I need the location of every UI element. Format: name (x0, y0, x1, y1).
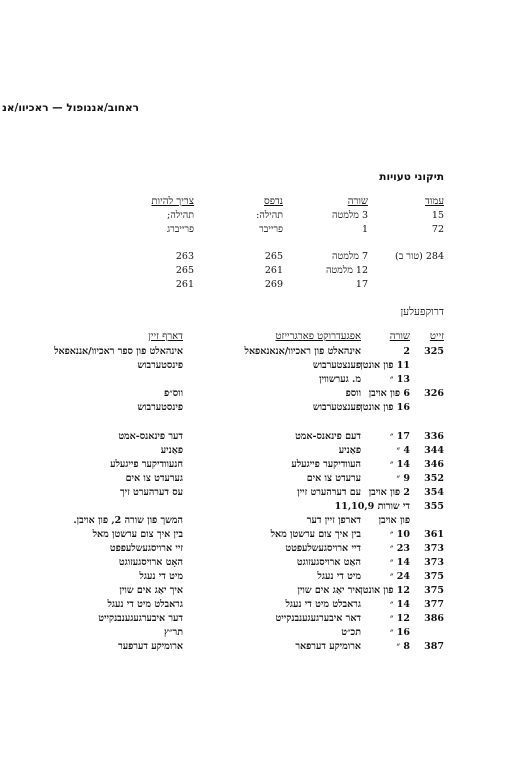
s2-page: 386 (424, 613, 444, 624)
section1-title: תיקוני טעויות (379, 171, 444, 183)
s2-printed: פענצטערבוש (312, 402, 361, 413)
s2-printed: עם דערהערט זיין (297, 487, 361, 498)
s2-correct: חנעוודיקער פייגעלע (110, 459, 183, 470)
s2-printed: ערעדט צו אים (306, 473, 361, 484)
s2-page: 326 (424, 388, 444, 399)
s2-line: 9 ״ (396, 473, 410, 484)
s2-line: 2 פון אויבן (368, 487, 410, 498)
s1-correct: פרייברג (166, 224, 194, 235)
s1-header-correct: צריך להיות (151, 196, 194, 207)
s2-page: 387 (424, 641, 444, 652)
s2-printed: דאר איבערגעגענבנקייט (275, 613, 361, 624)
section2-title: דרוקפעלען (400, 306, 444, 318)
s2-page: 354 (424, 487, 444, 498)
s2-printed: דיי ארויסגעשלעפטט (285, 543, 361, 554)
s2-page: 373 (424, 543, 444, 554)
s2-correct: ווס״פ (163, 388, 183, 399)
s2-header-printed: אפגעדרוקט פארגרייזט (275, 331, 361, 342)
s2-header-page: זייט (429, 331, 444, 342)
s2-line: 14 ״ (389, 599, 410, 610)
s1-line: 7 מלמטה (332, 251, 368, 262)
s1-printed: 269 (264, 279, 283, 290)
s2-line: 6 פון אויבן (368, 388, 410, 399)
s2-printed: גראבלט מיט די נעגל (285, 599, 361, 610)
s2-line: 12 ״ (389, 613, 410, 624)
s2-line: 12 פון אונטן (360, 585, 410, 596)
running-head: ראחוב/אננופול — ראכיוו/אנ (2, 102, 139, 114)
s2-line: 14 ״ (389, 557, 410, 568)
s2-line: 24 ״ (389, 571, 410, 582)
s2-page: 375 (424, 571, 444, 582)
s2-printed: אינהאלט פון ראכיוו/אנאנאפאל (244, 346, 361, 357)
s1-page: 284 (טור ב) (394, 251, 444, 262)
s2-correct: אינהאלט פון ספר ראכיוו/אננאפאל (54, 346, 183, 357)
s2-header-correct: דארף זיין (148, 331, 183, 342)
s2-printed: דעם פינאנס-אמט (295, 431, 361, 442)
s2-line: 23 ״ (389, 543, 410, 554)
s2-printed: איר יאַג אים שוין (297, 585, 361, 596)
s1-printed: תהילה: (256, 210, 283, 221)
s2-page: 325 (424, 346, 444, 357)
s2-page: 373 (424, 557, 444, 568)
s2-correct: איך יאַג אים שוין (119, 585, 183, 596)
s1-page: 72 (431, 224, 444, 235)
s2-line: 11 פון אונטן (360, 360, 410, 371)
s2-correct: דער איבערגעגענבנקייט (98, 613, 183, 624)
s2-page: 352 (424, 473, 444, 484)
s2-printed: פענצטערבוש (312, 360, 361, 371)
s2-line: 13 ״ (389, 374, 410, 385)
s1-header-printed: נדפס (264, 196, 283, 207)
s2-header-line: שורה (389, 331, 410, 342)
s2-printed: תכ״ט (341, 627, 361, 638)
s1-line: 1 (361, 224, 368, 235)
s2-line: 4 ״ (396, 445, 410, 456)
s1-correct: תהילה; (167, 210, 194, 221)
s2-correct: גערעדט צו אים (125, 473, 183, 484)
s1-header-page: עמוד (425, 196, 444, 207)
s2-line: 8 ״ (396, 641, 410, 652)
s2-line: 17 ״ (389, 431, 410, 442)
s2-correct: תר״ץ (163, 627, 183, 638)
s2-printed: ארומיקע דערפאר (295, 641, 361, 652)
s1-correct: 265 (175, 265, 194, 276)
s2-correct: פאַניע (160, 445, 183, 456)
s2-line: פון אויבן (378, 515, 410, 526)
s2-correct: גראבלט מיט די נעגל (107, 599, 183, 610)
s1-correct: 263 (175, 251, 194, 262)
s2-page: 361 (424, 529, 444, 540)
s2-correct: עס דערהערט זיך (119, 487, 183, 498)
s2-correct: המשך פון שורה 2, פון אויבן. (73, 515, 183, 526)
s2-line: 16 ״ (389, 627, 410, 638)
s1-header-line: שורה (347, 196, 368, 207)
s2-line: 16 פון אונטן (360, 402, 410, 413)
s2-printed: דארפן זיין דער (306, 515, 361, 526)
s2-page: 346 (424, 459, 444, 470)
s1-printed: פרייבר (259, 224, 283, 235)
s1-printed: 261 (264, 265, 283, 276)
s2-correct: בין איך צום ערשטן מאל (92, 529, 183, 540)
s2-page: 375 (424, 585, 444, 596)
s2-line: די שורות 11,10,9 (334, 501, 410, 512)
s2-correct: דער פינאנס-אמט (118, 431, 183, 442)
s2-printed: מ. גערשווין (319, 374, 361, 385)
s2-printed: פאַניע (338, 445, 361, 456)
s2-correct: פינסטערבוש (137, 402, 183, 413)
s2-printed: האַט ארויסגעזוגט (296, 557, 361, 568)
s2-correct: פינסטערבוש (137, 360, 183, 371)
s1-page: 15 (431, 210, 444, 221)
s2-printed: מיט די נעגל (317, 571, 361, 582)
s2-printed: בין איך צום ערשטן מאל (270, 529, 361, 540)
s2-line: 2 (403, 346, 410, 357)
s2-page: 344 (424, 445, 444, 456)
s2-line: 14 ״ (389, 459, 410, 470)
s1-line: 12 מלמטה (325, 265, 368, 276)
s2-printed: העוודיקער פייגעלע (291, 459, 361, 470)
s1-correct: 261 (175, 279, 194, 290)
s2-correct: מיט די נעגל (139, 571, 183, 582)
s1-printed: 265 (264, 251, 283, 262)
s2-line: 10 ״ (389, 529, 410, 540)
s2-correct: ארומיקע דערפער (118, 641, 183, 652)
s2-correct: האָט ארויסגעזוגט (118, 557, 183, 568)
s2-correct: זיי ארויסגעשלעפפט (109, 543, 183, 554)
s2-page: 377 (424, 599, 444, 610)
s2-page: 336 (424, 431, 444, 442)
s1-line: 3 מלמטה (332, 210, 368, 221)
s2-page: 355 (424, 501, 444, 512)
s1-line: 17 (355, 279, 368, 290)
s2-printed: ווספ (345, 388, 361, 399)
